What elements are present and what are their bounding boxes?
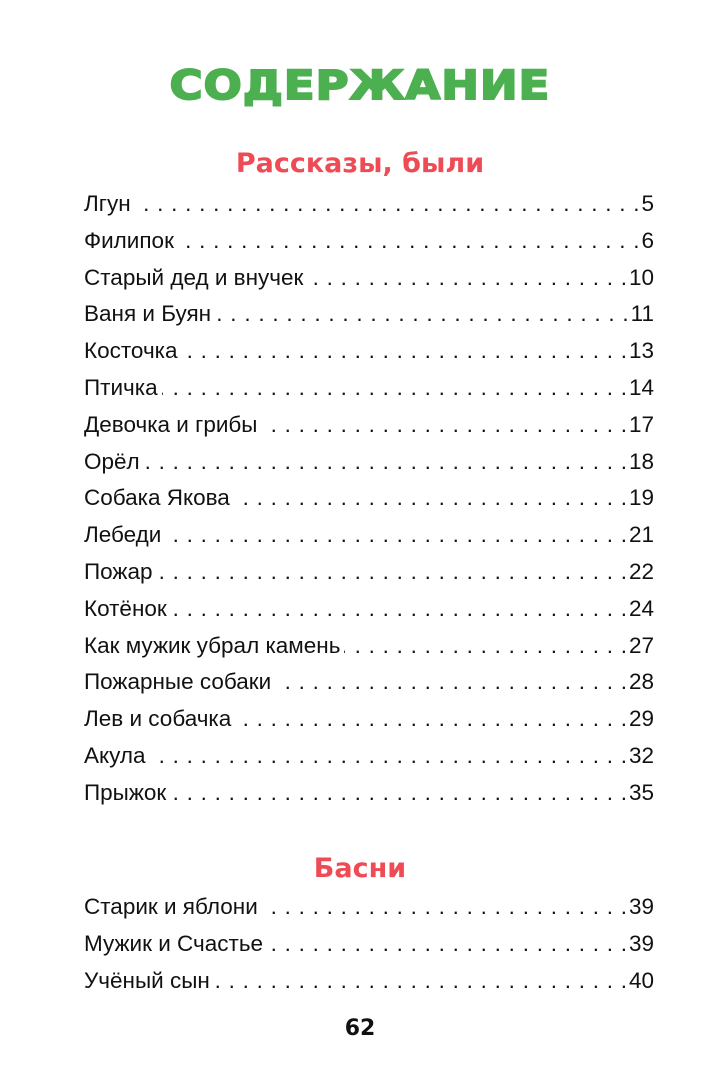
toc-entry-page: 29 — [628, 706, 654, 732]
dot-leader — [234, 480, 627, 517]
toc-entry-title: Лев и собачка — [84, 706, 232, 732]
toc-entry[interactable] — [84, 223, 654, 260]
toc-entry-page: 40 — [628, 967, 654, 993]
toc-entry-page: 10 — [628, 264, 654, 290]
toc-entry[interactable] — [84, 554, 654, 591]
toc-entry-title: Лебеди — [84, 522, 162, 548]
toc-entry-page: 6 — [641, 227, 654, 253]
toc-entry[interactable] — [84, 407, 654, 444]
toc-entry-page: 35 — [628, 779, 654, 805]
toc-entry[interactable] — [84, 186, 654, 223]
dot-leader — [162, 370, 627, 407]
toc-entry-page: 19 — [628, 485, 654, 511]
dot-leader — [135, 186, 640, 223]
toc-entry-title: Прыжок — [84, 779, 167, 805]
toc-entry-title: Как мужик убрал камень — [84, 632, 341, 658]
toc-entry[interactable] — [84, 664, 654, 701]
toc-entry[interactable] — [84, 628, 654, 665]
toc-entry[interactable] — [84, 591, 654, 628]
toc-entry[interactable] — [84, 333, 654, 370]
toc-list-fables — [84, 889, 654, 999]
toc-entry-title: Собака Якова — [84, 485, 230, 511]
toc-entry-title: Старик и яблони — [84, 894, 258, 919]
dot-leader — [215, 296, 629, 333]
toc-entry[interactable] — [84, 926, 654, 963]
dot-leader — [170, 775, 627, 812]
toc-entry-title: Косточка — [84, 338, 178, 364]
toc-entry-page: 11 — [630, 301, 654, 327]
dot-leader — [261, 407, 627, 444]
toc-entry-title: Лгун — [84, 191, 131, 216]
dot-leader — [214, 963, 627, 1000]
dot-leader — [262, 889, 627, 926]
toc-entry[interactable] — [84, 517, 654, 554]
toc-entry-title: Учёный сын — [84, 967, 210, 993]
dot-leader — [144, 444, 627, 481]
toc-entry-page: 21 — [628, 522, 654, 548]
dot-leader — [275, 664, 627, 701]
toc-entry-title: Котёнок — [84, 595, 167, 621]
toc-entry-title: Акула — [84, 742, 146, 768]
dot-leader — [171, 591, 627, 628]
toc-entry-page: 18 — [628, 448, 654, 474]
toc-entry-title: Пожарные собаки — [84, 669, 272, 695]
toc-entry-title: Девочка и грибы — [84, 411, 258, 437]
toc-entry-title: Птичка — [84, 374, 158, 400]
page-number: 62 — [344, 1016, 376, 1041]
toc-entry[interactable] — [84, 775, 654, 812]
toc-entry-title: Пожар — [84, 558, 153, 584]
dot-leader — [165, 517, 627, 554]
toc-entry-page: 39 — [628, 930, 654, 956]
dot-leader — [150, 738, 627, 775]
toc-entry-page: 39 — [628, 894, 654, 919]
toc-entry-title: Старый дед и внучек — [84, 264, 304, 290]
toc-entry-page: 17 — [628, 411, 654, 437]
toc-entry[interactable] — [84, 738, 654, 775]
dot-leader — [344, 628, 627, 665]
dot-leader — [157, 554, 627, 591]
toc-entry-title: Орёл — [84, 448, 140, 474]
toc-entry-page: 13 — [628, 338, 654, 364]
toc-entry-title: Филипок — [84, 227, 174, 253]
dot-leader — [307, 260, 627, 297]
dot-leader — [182, 333, 627, 370]
toc-entry[interactable] — [84, 444, 654, 481]
page-title: СОДЕРЖАНИЕ — [169, 63, 551, 109]
toc-entry[interactable] — [84, 480, 654, 517]
dot-leader — [235, 701, 627, 738]
toc-entry-page: 24 — [628, 595, 654, 621]
dot-leader — [267, 926, 627, 963]
toc-entry[interactable] — [84, 260, 654, 297]
toc-entry-page: 5 — [641, 191, 654, 216]
toc-entry-page: 14 — [628, 374, 654, 400]
toc-entry-page: 22 — [628, 558, 654, 584]
dot-leader — [178, 223, 640, 260]
section-title-fables: Басни — [313, 853, 407, 884]
toc-entry[interactable] — [84, 370, 654, 407]
toc-entry-page: 28 — [628, 669, 654, 695]
toc-entry-title: Мужик и Счастье — [84, 930, 264, 956]
toc-entry-page: 32 — [628, 742, 654, 768]
section-title-stories: Рассказы, были — [235, 148, 485, 179]
toc-entry[interactable] — [84, 296, 654, 333]
toc-entry-title: Ваня и Буян — [84, 301, 212, 327]
toc-entry[interactable] — [84, 889, 654, 926]
toc-entry[interactable] — [84, 963, 654, 1000]
toc-list-stories — [84, 186, 654, 812]
toc-entry-page: 27 — [628, 632, 654, 658]
toc-entry[interactable] — [84, 701, 654, 738]
